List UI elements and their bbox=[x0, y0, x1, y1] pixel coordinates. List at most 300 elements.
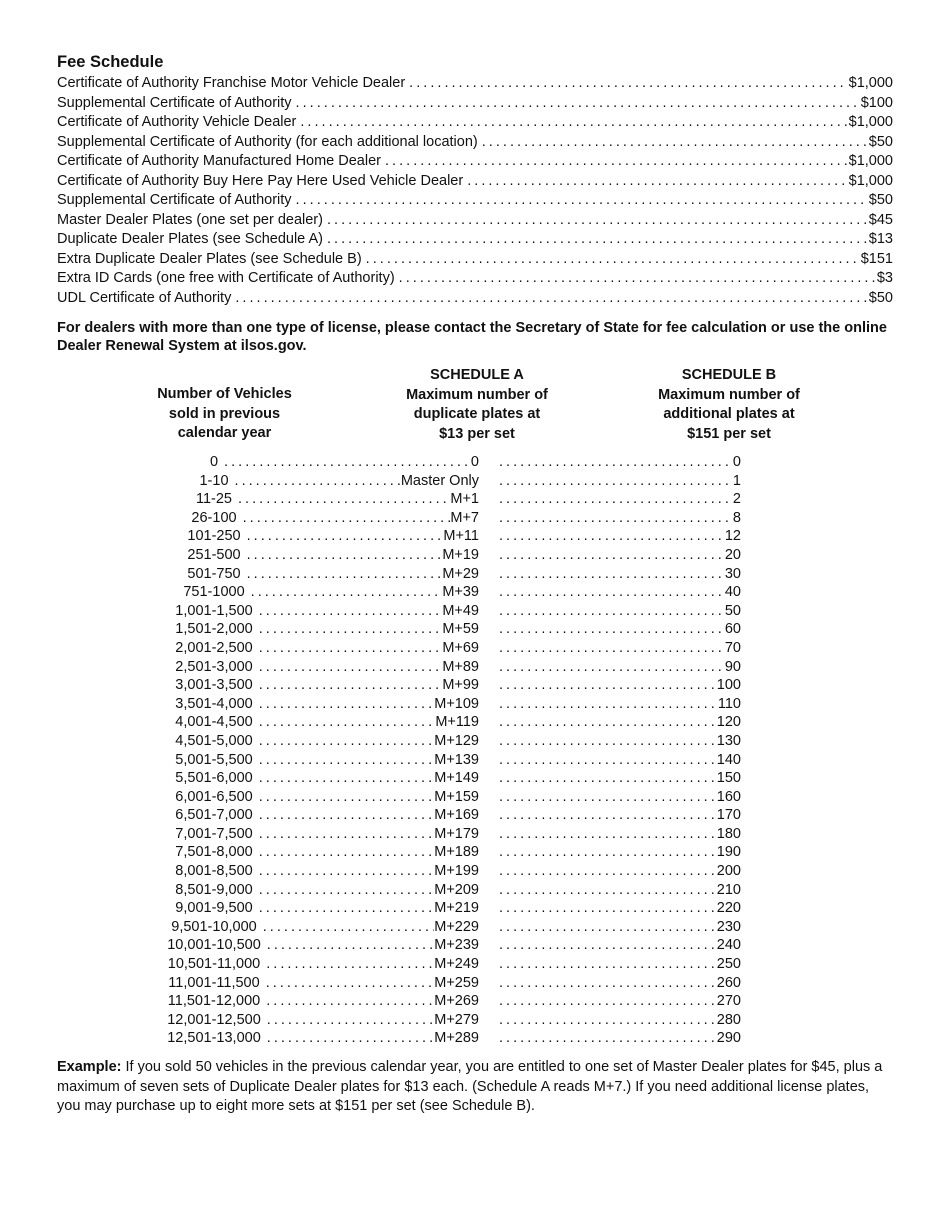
schedule-b-cell bbox=[493, 602, 741, 621]
fee-label: Extra ID Cards (one free with Certificate of Authority) bbox=[57, 270, 395, 286]
schedule-b-value: 90 bbox=[724, 658, 741, 675]
dot-leader bbox=[259, 713, 436, 732]
schedule-b-cell bbox=[493, 713, 741, 732]
vehicles-range: 2,001-2,500 bbox=[175, 639, 253, 656]
schedule-row bbox=[57, 583, 893, 602]
schedule-a-cell bbox=[267, 1011, 479, 1030]
dot-leader bbox=[499, 1029, 717, 1048]
fee-amount: $50 bbox=[868, 289, 893, 306]
schedule-row bbox=[57, 918, 893, 937]
schedule-a-cell bbox=[267, 936, 479, 955]
schedule-b-value: 50 bbox=[724, 602, 741, 619]
dot-leader bbox=[235, 472, 401, 491]
schedule-b-value: 8 bbox=[732, 509, 741, 526]
schedule-b-value: 270 bbox=[716, 993, 741, 1010]
schedule-b-cell bbox=[493, 788, 741, 807]
schedule-b-cell bbox=[493, 509, 741, 528]
dot-leader bbox=[296, 191, 868, 211]
dot-leader bbox=[499, 639, 725, 658]
vehicles-range: 8,001-8,500 bbox=[175, 863, 253, 880]
fee-row bbox=[57, 289, 893, 309]
fee-row bbox=[57, 94, 893, 114]
schedule-b-cell bbox=[493, 583, 741, 602]
schedule-b-cell bbox=[493, 472, 741, 491]
dot-leader bbox=[251, 583, 443, 602]
schedule-a-cell bbox=[259, 899, 479, 918]
vehicles-range: 101-250 bbox=[187, 528, 241, 545]
dot-leader bbox=[224, 453, 471, 472]
vehicles-range: 251-500 bbox=[187, 546, 241, 563]
multi-license-notice: For dealers with more than one type of license, please contact the Secretary of State for fee calculation or use the online Dealer Renewal System at ilsos.gov. bbox=[57, 320, 887, 354]
schedule-row bbox=[57, 769, 893, 788]
fee-amount: $151 bbox=[860, 250, 893, 267]
vehicles-range: 2,501-3,000 bbox=[175, 658, 253, 675]
schedule-row bbox=[57, 527, 893, 546]
schedule-a-cell bbox=[259, 695, 479, 714]
dot-leader bbox=[499, 806, 717, 825]
vehicles-range: 3,501-4,000 bbox=[175, 695, 253, 712]
schedule-a-cell bbox=[238, 490, 479, 509]
schedule-b-cell bbox=[493, 918, 741, 937]
dot-leader bbox=[259, 620, 443, 639]
dot-leader bbox=[499, 676, 717, 695]
schedule-a-cell bbox=[235, 472, 479, 491]
fee-amount: $13 bbox=[868, 231, 893, 247]
dot-leader bbox=[499, 936, 717, 955]
dot-leader bbox=[499, 527, 725, 546]
schedule-a-cell bbox=[266, 955, 479, 974]
schedule-b-cell bbox=[493, 899, 741, 918]
dot-leader bbox=[399, 269, 876, 289]
vehicles-range: 12,501-13,000 bbox=[167, 1030, 261, 1047]
vehicles-range: 26-100 bbox=[191, 509, 237, 526]
schedule-b-cell bbox=[493, 490, 741, 509]
fee-amount: $50 bbox=[868, 133, 893, 150]
fee-label: Extra Duplicate Dealer Plates (see Schedule B) bbox=[57, 250, 362, 267]
schedule-a-value: M+11 bbox=[443, 528, 479, 545]
fee-amount: $50 bbox=[868, 192, 893, 208]
schedule-a-cell bbox=[259, 639, 479, 658]
schedule-b-cell bbox=[493, 565, 741, 584]
header-schedule-b: SCHEDULE B Maximum number of additional plates at $151 per set bbox=[658, 367, 800, 442]
schedule-row bbox=[57, 565, 893, 584]
schedule-row bbox=[57, 509, 893, 528]
schedule-a-cell bbox=[259, 620, 479, 639]
schedule-row bbox=[57, 732, 893, 751]
dot-leader bbox=[499, 843, 717, 862]
schedule-b-value: 130 bbox=[716, 732, 741, 749]
dot-leader bbox=[499, 862, 717, 881]
vehicles-range: 11,501-12,000 bbox=[167, 993, 261, 1010]
dot-leader bbox=[238, 490, 450, 509]
vehicles-range: 3,001-3,500 bbox=[175, 677, 253, 694]
schedule-b-cell bbox=[493, 974, 741, 993]
schedule-b-cell bbox=[493, 1029, 741, 1048]
schedule-b-value: 190 bbox=[716, 844, 741, 861]
dot-leader bbox=[499, 769, 717, 788]
fee-schedule-title: Fee Schedule bbox=[57, 53, 164, 71]
dot-leader bbox=[259, 862, 435, 881]
schedule-a-value: Master Only bbox=[400, 472, 479, 489]
schedule-a-value: 0 bbox=[470, 454, 479, 470]
schedule-a-value: M+69 bbox=[442, 639, 479, 656]
dot-leader bbox=[266, 955, 434, 974]
schedule-b-cell bbox=[493, 658, 741, 677]
schedule-b-value: 210 bbox=[716, 881, 741, 898]
fee-row bbox=[57, 152, 893, 172]
dot-leader bbox=[499, 881, 717, 900]
schedule-a-value: M+249 bbox=[434, 956, 479, 973]
schedule-a-value: M+1 bbox=[450, 491, 479, 508]
schedule-row bbox=[57, 695, 893, 714]
schedule-a-cell bbox=[259, 881, 479, 900]
schedule-a-value: M+229 bbox=[434, 918, 479, 935]
schedule-b-value: 150 bbox=[716, 770, 741, 787]
vehicles-range: 1-10 bbox=[199, 472, 229, 489]
dot-leader bbox=[499, 583, 725, 602]
vehicles-range: 5,501-6,000 bbox=[175, 770, 253, 787]
schedule-a-cell bbox=[259, 825, 479, 844]
schedule-a-value: M+49 bbox=[442, 602, 479, 619]
schedule-a-value: M+129 bbox=[434, 732, 479, 749]
schedule-b-value: 250 bbox=[716, 956, 741, 973]
vehicles-range: 4,501-5,000 bbox=[175, 732, 253, 749]
schedule-a-value: M+269 bbox=[434, 993, 479, 1010]
schedule-b-cell bbox=[493, 620, 741, 639]
schedule-a-cell bbox=[259, 806, 479, 825]
schedule-a-value: M+289 bbox=[434, 1030, 479, 1047]
vehicles-range: 7,001-7,500 bbox=[175, 825, 253, 842]
schedule-row bbox=[57, 1011, 893, 1030]
dot-leader bbox=[300, 113, 847, 133]
schedule-b-value: 12 bbox=[724, 528, 741, 545]
schedule-a-value: M+19 bbox=[442, 546, 479, 563]
fee-row bbox=[57, 269, 893, 289]
schedule-a-value: M+179 bbox=[434, 825, 479, 842]
schedule-row bbox=[57, 639, 893, 658]
dot-leader bbox=[247, 527, 444, 546]
schedule-row bbox=[57, 490, 893, 509]
dot-leader bbox=[499, 732, 717, 751]
schedule-row bbox=[57, 1029, 893, 1048]
schedule-a-cell bbox=[259, 602, 479, 621]
schedule-a-cell bbox=[266, 974, 479, 993]
dot-leader bbox=[266, 992, 434, 1011]
schedule-b-cell bbox=[493, 639, 741, 658]
schedule-table bbox=[57, 453, 893, 1048]
schedule-a-value: M+29 bbox=[442, 565, 479, 582]
dot-leader bbox=[499, 695, 718, 714]
schedule-a-value: M+119 bbox=[435, 714, 479, 731]
dot-leader bbox=[499, 788, 717, 807]
dot-leader bbox=[266, 974, 435, 993]
schedule-a-cell bbox=[247, 546, 479, 565]
dot-leader bbox=[499, 974, 717, 993]
schedule-row bbox=[57, 546, 893, 565]
vehicles-range: 11,001-11,500 bbox=[168, 974, 260, 991]
fee-label: Supplemental Certificate of Authority bbox=[57, 192, 292, 208]
dot-leader bbox=[259, 751, 435, 770]
schedule-a-cell bbox=[247, 565, 479, 584]
dot-leader bbox=[247, 546, 443, 565]
fee-amount: $100 bbox=[860, 94, 893, 111]
header-vehicles-sold: Number of Vehicles sold in previous calendar year bbox=[157, 386, 292, 441]
dot-leader bbox=[259, 639, 443, 658]
dot-leader bbox=[467, 172, 847, 192]
dot-leader bbox=[296, 94, 860, 114]
dot-leader bbox=[243, 509, 451, 528]
schedule-b-cell bbox=[493, 453, 741, 472]
schedule-row bbox=[57, 453, 893, 472]
schedule-b-cell bbox=[493, 936, 741, 955]
example-paragraph bbox=[57, 1058, 893, 1117]
schedule-row bbox=[57, 825, 893, 844]
schedule-b-cell bbox=[493, 806, 741, 825]
schedule-b-cell bbox=[493, 843, 741, 862]
dot-leader bbox=[499, 1011, 717, 1030]
dot-leader bbox=[499, 546, 725, 565]
fee-label: Certificate of Authority Buy Here Pay Here Used Vehicle Dealer bbox=[57, 172, 464, 189]
vehicles-range: 0 bbox=[209, 454, 219, 470]
schedule-header bbox=[57, 365, 893, 453]
dot-leader bbox=[499, 453, 733, 472]
vehicles-range: 5,001-5,500 bbox=[175, 751, 253, 768]
dot-leader bbox=[327, 230, 868, 250]
fee-row bbox=[57, 191, 893, 211]
schedule-row bbox=[57, 472, 893, 491]
schedule-a-value: M+59 bbox=[442, 621, 479, 638]
fee-row bbox=[57, 250, 893, 270]
dot-leader bbox=[499, 620, 725, 639]
schedule-b-cell bbox=[493, 825, 741, 844]
schedule-a-cell bbox=[267, 1029, 479, 1048]
schedule-b-value: 1 bbox=[732, 472, 741, 489]
dot-leader bbox=[499, 899, 717, 918]
schedule-row bbox=[57, 862, 893, 881]
dot-leader bbox=[499, 602, 725, 621]
dot-leader bbox=[499, 490, 733, 509]
fee-row bbox=[57, 113, 893, 133]
schedule-a-value: M+139 bbox=[434, 751, 479, 768]
schedule-a-value: M+239 bbox=[434, 937, 479, 954]
vehicles-range: 1,001-1,500 bbox=[175, 602, 253, 619]
schedule-b-cell bbox=[493, 881, 741, 900]
schedule-a-value: M+209 bbox=[434, 881, 479, 898]
dot-leader bbox=[259, 769, 435, 788]
schedule-row bbox=[57, 974, 893, 993]
schedule-row bbox=[57, 955, 893, 974]
dot-leader bbox=[385, 152, 848, 172]
document-page bbox=[57, 52, 893, 1117]
schedule-a-value: M+39 bbox=[442, 584, 479, 601]
schedule-a-cell bbox=[259, 843, 479, 862]
schedule-row bbox=[57, 658, 893, 677]
fee-label: Supplemental Certificate of Authority bbox=[57, 94, 292, 111]
fee-amount: $1,000 bbox=[848, 153, 893, 169]
fee-row bbox=[57, 172, 893, 192]
dot-leader bbox=[267, 1029, 434, 1048]
dot-leader bbox=[327, 211, 868, 231]
fee-row bbox=[57, 133, 893, 153]
fee-row bbox=[57, 211, 893, 231]
schedule-a-value: M+7 bbox=[450, 509, 479, 526]
schedule-a-cell bbox=[259, 769, 479, 788]
schedule-a-value: M+219 bbox=[434, 900, 479, 917]
dot-leader bbox=[499, 825, 717, 844]
schedule-a-value: M+149 bbox=[434, 770, 479, 787]
schedule-row bbox=[57, 843, 893, 862]
fee-list bbox=[57, 74, 893, 308]
schedule-b-cell bbox=[493, 751, 741, 770]
vehicles-range: 751-1000 bbox=[183, 584, 245, 601]
schedule-a-value: M+89 bbox=[442, 658, 479, 675]
dot-leader bbox=[259, 676, 443, 695]
schedule-b-value: 290 bbox=[716, 1030, 741, 1047]
schedule-a-cell bbox=[259, 732, 479, 751]
schedule-b-value: 230 bbox=[716, 918, 741, 935]
schedule-a-cell bbox=[259, 713, 479, 732]
fee-label: Master Dealer Plates (one set per dealer) bbox=[57, 211, 323, 228]
schedule-b-value: 140 bbox=[716, 751, 741, 768]
schedule-row bbox=[57, 936, 893, 955]
fee-label: Certificate of Authority Vehicle Dealer bbox=[57, 114, 297, 130]
schedule-a-cell bbox=[224, 453, 479, 472]
dot-leader bbox=[259, 899, 435, 918]
fee-amount: $3 bbox=[876, 270, 893, 286]
vehicles-range: 7,501-8,000 bbox=[175, 844, 253, 861]
fee-label: Duplicate Dealer Plates (see Schedule A) bbox=[57, 231, 323, 247]
dot-leader bbox=[499, 955, 717, 974]
schedule-a-cell bbox=[243, 509, 479, 528]
schedule-a-cell bbox=[259, 676, 479, 695]
dot-leader bbox=[259, 788, 435, 807]
schedule-row bbox=[57, 899, 893, 918]
dot-leader bbox=[259, 658, 443, 677]
schedule-b-value: 280 bbox=[716, 1011, 741, 1028]
dot-leader bbox=[259, 825, 435, 844]
schedule-a-cell bbox=[259, 751, 479, 770]
schedule-a-value: M+259 bbox=[434, 974, 479, 991]
vehicles-range: 6,501-7,000 bbox=[175, 807, 253, 824]
schedule-b-value: 120 bbox=[716, 714, 741, 731]
vehicles-range: 4,001-4,500 bbox=[175, 714, 253, 731]
dot-leader bbox=[499, 918, 717, 937]
schedule-b-cell bbox=[493, 769, 741, 788]
schedule-b-value: 160 bbox=[716, 788, 741, 805]
vehicles-range: 6,001-6,500 bbox=[175, 788, 253, 805]
fee-amount: $1,000 bbox=[848, 172, 893, 189]
schedule-b-value: 220 bbox=[716, 900, 741, 917]
schedule-b-cell bbox=[493, 546, 741, 565]
schedule-row bbox=[57, 992, 893, 1011]
schedule-a-value: M+99 bbox=[442, 677, 479, 694]
dot-leader bbox=[499, 658, 725, 677]
schedule-a-value: M+109 bbox=[434, 695, 479, 712]
schedule-b-cell bbox=[493, 676, 741, 695]
schedule-row bbox=[57, 713, 893, 732]
schedule-a-cell bbox=[259, 788, 479, 807]
dot-leader bbox=[263, 918, 435, 937]
dot-leader bbox=[409, 74, 847, 94]
dot-leader bbox=[499, 751, 717, 770]
schedule-b-cell bbox=[493, 955, 741, 974]
example-label: Example: bbox=[57, 1059, 122, 1075]
schedule-row bbox=[57, 602, 893, 621]
dot-leader bbox=[499, 992, 717, 1011]
schedule-row bbox=[57, 751, 893, 770]
fee-label: Certificate of Authority Franchise Motor Vehicle Dealer bbox=[57, 75, 406, 91]
schedule-b-value: 30 bbox=[724, 565, 741, 582]
dot-leader bbox=[499, 713, 717, 732]
dot-leader bbox=[235, 289, 867, 309]
schedule-a-cell bbox=[263, 918, 479, 937]
dot-leader bbox=[259, 806, 435, 825]
schedule-b-cell bbox=[493, 695, 741, 714]
vehicles-range: 501-750 bbox=[187, 565, 241, 582]
dot-leader bbox=[366, 250, 860, 270]
schedule-a-cell bbox=[266, 992, 479, 1011]
schedule-b-value: 170 bbox=[716, 807, 741, 824]
schedule-row bbox=[57, 620, 893, 639]
dot-leader bbox=[499, 472, 733, 491]
schedule-a-value: M+169 bbox=[434, 807, 479, 824]
fee-row bbox=[57, 74, 893, 94]
schedule-a-cell bbox=[247, 527, 479, 546]
schedule-b-value: 40 bbox=[724, 584, 741, 601]
schedule-b-value: 240 bbox=[716, 937, 741, 954]
schedule-a-cell bbox=[251, 583, 479, 602]
example-text: If you sold 50 vehicles in the previous calendar year, you are entitled to one set of Master Dealer plates for $45, plus a maximum of seven sets of Duplicate Dealer plates for $13 each. (Schedule A reads M+7.) If you need additional license plates, you may purchase up to eight more sets at $151 per set (see Schedule B). bbox=[57, 1059, 883, 1114]
dot-leader bbox=[259, 843, 435, 862]
dot-leader bbox=[499, 509, 733, 528]
schedule-b-value: 260 bbox=[716, 974, 741, 991]
header-schedule-a: SCHEDULE A Maximum number of duplicate plates at $13 per set bbox=[406, 367, 548, 442]
dot-leader bbox=[267, 936, 434, 955]
dot-leader bbox=[259, 881, 435, 900]
dot-leader bbox=[499, 565, 725, 584]
fee-amount: $1,000 bbox=[848, 75, 893, 91]
fee-amount: $45 bbox=[868, 211, 893, 228]
schedule-b-value: 2 bbox=[732, 491, 741, 508]
schedule-b-value: 180 bbox=[716, 825, 741, 842]
vehicles-range: 9,001-9,500 bbox=[175, 900, 253, 917]
schedule-row bbox=[57, 676, 893, 695]
schedule-a-value: M+189 bbox=[434, 844, 479, 861]
schedule-b-cell bbox=[493, 862, 741, 881]
fee-label: Certificate of Authority Manufactured Home Dealer bbox=[57, 153, 381, 169]
schedule-row bbox=[57, 806, 893, 825]
schedule-b-value: 60 bbox=[724, 621, 741, 638]
vehicles-range: 9,501-10,000 bbox=[171, 918, 257, 935]
vehicles-range: 10,001-10,500 bbox=[167, 937, 261, 954]
vehicles-range: 10,501-11,000 bbox=[167, 956, 261, 973]
schedule-a-value: M+159 bbox=[434, 788, 479, 805]
schedule-b-value: 100 bbox=[716, 677, 741, 694]
vehicles-range: 8,501-9,000 bbox=[175, 881, 253, 898]
vehicles-range: 11-25 bbox=[195, 491, 232, 508]
fee-label: UDL Certificate of Authority bbox=[57, 289, 232, 306]
fee-row bbox=[57, 230, 893, 250]
fee-label: Supplemental Certificate of Authority (for each additional location) bbox=[57, 133, 478, 150]
schedule-b-cell bbox=[493, 527, 741, 546]
schedule-b-value: 110 bbox=[717, 695, 741, 712]
schedule-b-value: 70 bbox=[724, 639, 741, 656]
schedule-b-value: 20 bbox=[724, 546, 741, 563]
schedule-b-cell bbox=[493, 1011, 741, 1030]
vehicles-range: 12,001-12,500 bbox=[167, 1011, 261, 1028]
schedule-b-value: 200 bbox=[716, 863, 741, 880]
fee-amount: $1,000 bbox=[848, 114, 893, 130]
